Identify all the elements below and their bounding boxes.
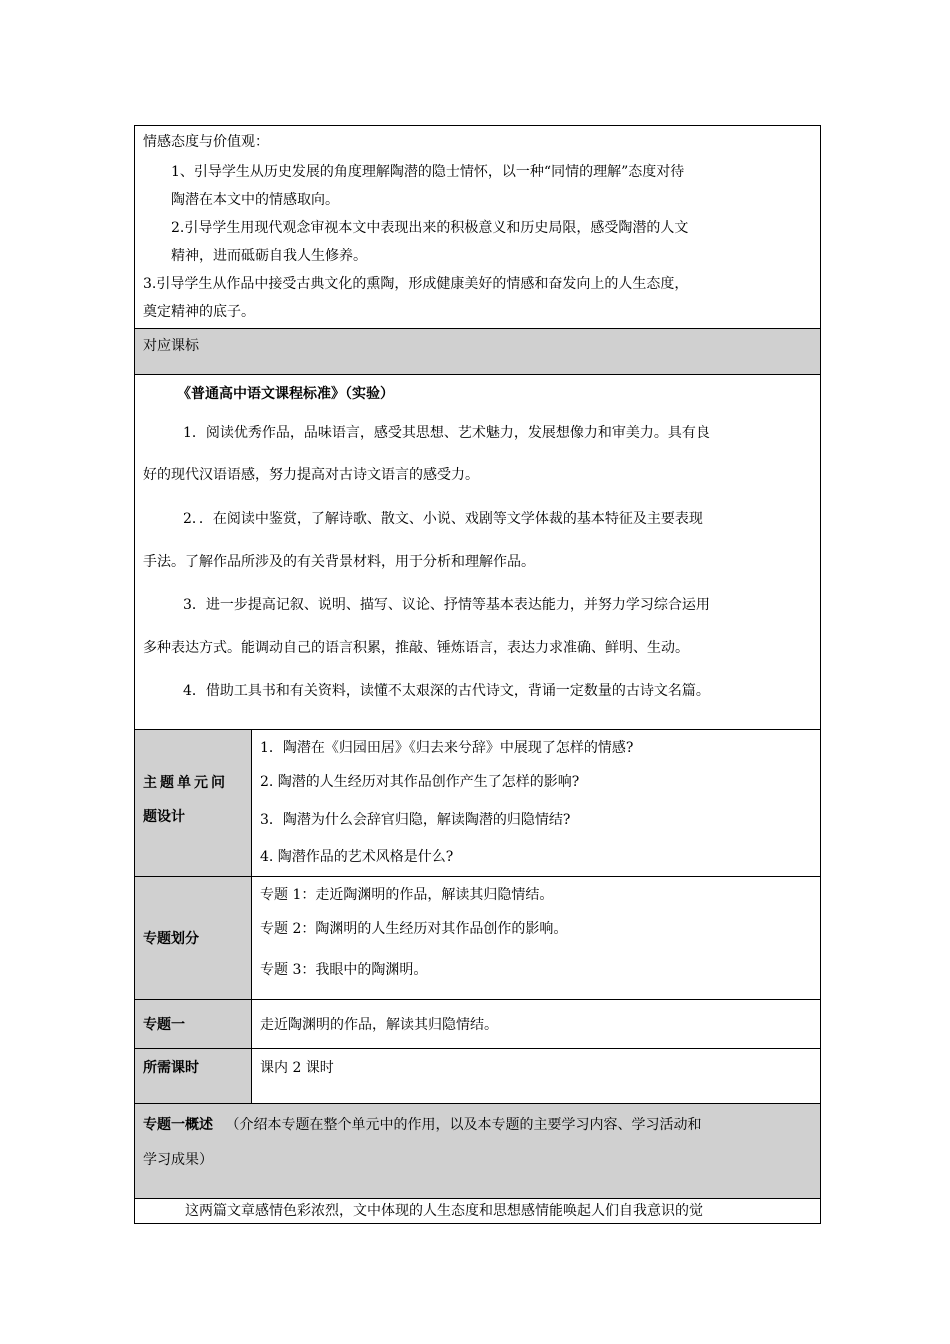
hours-value: 课内 2 课时: [260, 1060, 334, 1076]
hours-label: 所需课时: [143, 1060, 199, 1076]
lesson-plan-table: [134, 125, 821, 1224]
emotion-heading: 情感态度与价值观：: [143, 134, 269, 150]
topics-list-cell: [252, 877, 821, 1000]
standard-content-row: [135, 375, 821, 730]
topic-3: 专题 3：我眼中的陶渊明。: [260, 962, 428, 978]
emotion-item-3-cont: 奠定精神的底子。: [143, 304, 255, 320]
topics-row: [135, 877, 821, 1000]
questions-row: [135, 730, 821, 877]
topics-label: 专题划分: [143, 931, 199, 947]
content-cell: [135, 1199, 821, 1224]
questions-label-cell: [135, 730, 252, 877]
emotion-cell: [135, 126, 821, 329]
standard-p1a: 1．阅读优秀作品，品味语言，感受其思想、艺术魅力，发展想像力和审美力。具有良: [183, 425, 710, 441]
emotion-item-2-cont: 精神，进而砥砺自我人生修养。: [171, 248, 367, 264]
hours-value-cell: [252, 1049, 821, 1104]
emotion-item-3: 3.引导学生从作品中接受古典文化的熏陶，形成健康美好的情感和奋发向上的人生态度，: [143, 276, 689, 292]
document-table-wrapper: [134, 125, 820, 1224]
topic-one-value-cell: [252, 1000, 821, 1049]
question-3: 3．陶潜为什么会辞官归隐，解读陶潜的归隐情结?: [260, 812, 571, 828]
emotion-item-1: 1、引导学生从历史发展的角度理解陶潜的隐士情怀，以一种“同情的理解”态度对待: [171, 164, 685, 180]
overview-line-2: 学习成果）: [143, 1152, 213, 1168]
topic-one-label: 专题一: [143, 1017, 185, 1033]
standard-p2a: 2．．在阅读中鉴赏，了解诗歌、散文、小说、戏剧等文学体裁的基本特征及主要表现: [183, 511, 703, 527]
topics-label-cell: [135, 877, 252, 1000]
question-4: 4. 陶潜作品的艺术风格是什么?: [260, 849, 454, 865]
hours-label-cell: [135, 1049, 252, 1104]
standard-title: 《普通高中语文课程标准》（实验）: [177, 386, 394, 402]
topic-1: 专题 1：走近陶渊明的作品，解读其归隐情结。: [260, 887, 554, 903]
overview-desc: （介绍本专题在整个单元中的作用，以及本专题的主要学习内容、学习活动和: [225, 1117, 702, 1133]
topic-one-row: [135, 1000, 821, 1049]
standard-p2b: 手法。了解作品所涉及的有关背景材料，用于分析和理解作品。: [143, 554, 535, 570]
standard-heading-row: [135, 329, 821, 375]
questions-label-line-1: 主题单元问: [143, 775, 228, 791]
emotion-item-2: 2.引导学生用现代观念审视本文中表现出来的积极意义和历史局限，感受陶潜的人文: [171, 220, 689, 236]
overview-cell: [135, 1104, 821, 1199]
standard-p1b: 好的现代汉语语感，努力提高对古诗文语言的感受力。: [143, 467, 479, 483]
standard-heading: 对应课标: [143, 338, 199, 354]
overview-label: 专题一概述: [143, 1117, 213, 1133]
overview-line-1: [143, 1110, 812, 1140]
emotion-row: [135, 126, 821, 329]
question-2: 2. 陶潜的人生经历对其作品创作产生了怎样的影响?: [260, 774, 580, 790]
content-row: [135, 1199, 821, 1224]
standard-p3a: 3．进一步提高记叙、说明、描写、议论、抒情等基本表达能力，并努力学习综合运用: [183, 597, 710, 613]
overview-row: [135, 1104, 821, 1199]
emotion-item-1-cont: 陶潜在本文中的情感取向。: [171, 192, 339, 208]
standard-heading-cell: [135, 329, 821, 375]
standard-p4: 4．借助工具书和有关资料，读懂不太艰深的古代诗文，背诵一定数量的古诗文名篇。: [183, 683, 710, 699]
standard-content-cell: [135, 375, 821, 730]
topic-one-label-cell: [135, 1000, 252, 1049]
standard-p3b: 多种表达方式。能调动自己的语言积累，推敲、锤炼语言，表达力求准确、鲜明、生动。: [143, 640, 689, 656]
topic-one-value: 走近陶渊明的作品，解读其归隐情结。: [260, 1017, 498, 1033]
question-1: 1．陶潜在《归园田居》《归去来兮辞》中展现了怎样的情感?: [260, 740, 634, 756]
questions-label-line-2: 题设计: [143, 809, 185, 825]
content-first-line: 这两篇文章感情色彩浓烈，文中体现的人生态度和思想感情能唤起人们自我意识的觉: [185, 1203, 703, 1219]
hours-row: [135, 1049, 821, 1104]
topic-2: 专题 2：陶渊明的人生经历对其作品创作的影响。: [260, 921, 568, 937]
questions-list-cell: [252, 730, 821, 877]
